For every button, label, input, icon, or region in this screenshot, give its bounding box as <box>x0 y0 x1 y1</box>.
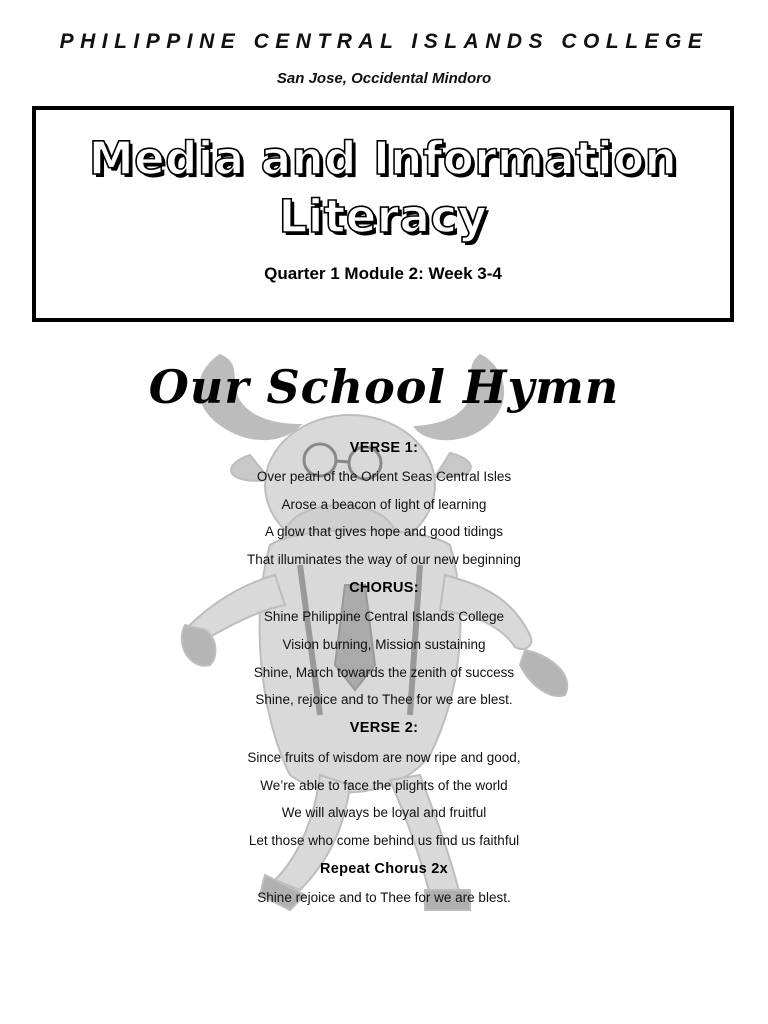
lyric-line: That illuminates the way of our new beginning <box>247 552 521 567</box>
lyric-line: Arose a beacon of light of learning <box>281 497 487 512</box>
lyric-line: A glow that gives hope and good tidings <box>265 524 503 539</box>
lyric-line: We’re able to face the plights of the world <box>260 778 508 793</box>
college-name: PHILIPPINE CENTRAL ISLANDS COLLEGE <box>59 30 709 53</box>
lyric-line: Shine, rejoice and to Thee for we are blest. <box>255 692 513 707</box>
verse2-heading: VERSE 2: <box>349 720 419 736</box>
lyric-line: Over pearl of the Orient Seas Central Isles <box>256 469 512 484</box>
module-title-line1: Media and Information <box>88 132 678 185</box>
repeat-chorus-heading: Repeat Chorus 2x <box>319 861 449 877</box>
lyric-line: Shine rejoice and to Thee for we are blest. <box>257 890 511 905</box>
college-location: San Jose, Occidental Mindoro <box>276 70 492 87</box>
lyric-line: Vision burning, Mission sustaining <box>282 637 486 652</box>
lyric-line: Let those who come behind us find us faithful <box>248 833 520 848</box>
chorus-heading: CHORUS: <box>349 580 419 596</box>
title-box <box>32 106 734 322</box>
lyric-line: We will always be loyal and fruitful <box>281 805 487 820</box>
hymn-title: Our School Hymn <box>148 360 620 414</box>
module-subtitle: Quarter 1 Module 2: Week 3-4 <box>264 264 502 283</box>
lyric-line: Shine Philippine Central Islands College <box>263 609 505 624</box>
lyric-line: Shine, March towards the zenith of success <box>253 665 515 680</box>
verse1-heading: VERSE 1: <box>349 440 419 456</box>
module-title-line2: Literacy <box>278 190 488 243</box>
lyric-line: Since fruits of wisdom are now ripe and good, <box>247 750 521 765</box>
